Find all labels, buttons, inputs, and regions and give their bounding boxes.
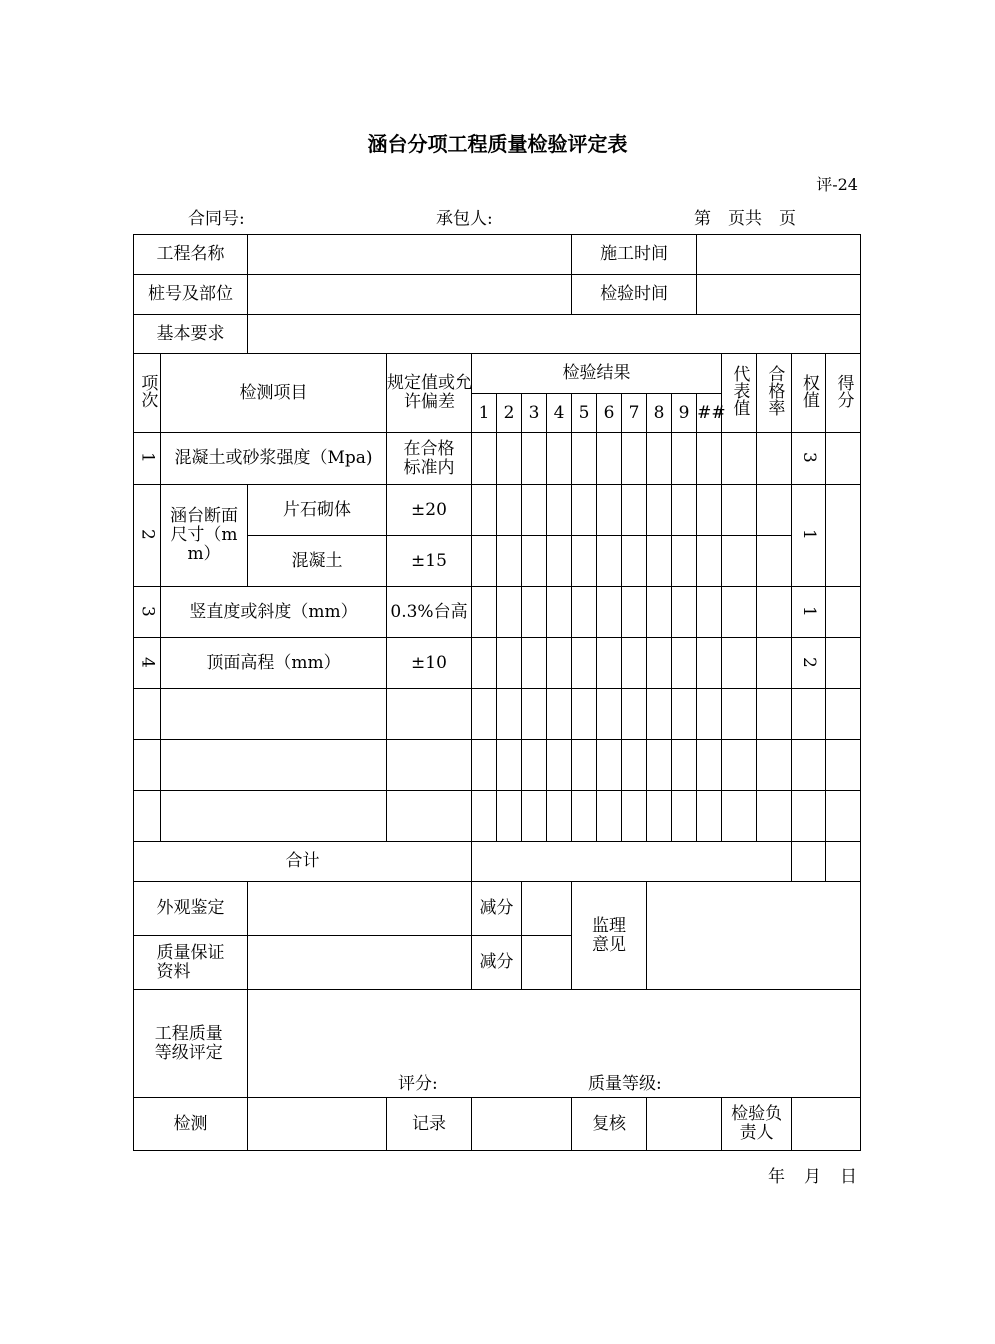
pass-rate-cell[interactable]	[757, 536, 792, 587]
row-3-weight: 1	[792, 587, 826, 638]
record-field[interactable]	[472, 1098, 572, 1151]
result-cell[interactable]	[672, 587, 697, 638]
result-cell[interactable]	[472, 587, 497, 638]
grade-field[interactable]	[248, 990, 861, 1098]
result-cell[interactable]	[472, 638, 497, 689]
result-cell[interactable]	[547, 638, 572, 689]
representative-cell[interactable]	[722, 536, 757, 587]
appearance-deduct-field[interactable]	[522, 882, 572, 936]
inspect-field[interactable]	[248, 1098, 387, 1151]
appearance-label: 外观鉴定	[134, 882, 248, 936]
result-no: ##	[697, 394, 722, 433]
row-4-spec: ±10	[387, 638, 472, 689]
result-cell[interactable]	[622, 587, 647, 638]
result-cell[interactable]	[472, 433, 497, 485]
score-cell[interactable]	[826, 485, 861, 587]
spec-header: 规定值或允许偏差	[387, 354, 472, 433]
station-label: 桩号及部位	[134, 275, 248, 315]
row-3-spec: 0.3%台高	[387, 587, 472, 638]
result-no: 9	[672, 394, 697, 433]
quality-docs-field[interactable]	[248, 936, 472, 990]
result-no: 2	[497, 394, 522, 433]
row-4-no: 4	[134, 638, 161, 689]
quality-docs-deduct-field[interactable]	[522, 936, 572, 990]
supervisor-label: 监理意见	[572, 882, 647, 990]
result-cell[interactable]	[572, 485, 597, 536]
quality-grade-label: 质量等级:	[588, 1074, 662, 1095]
result-cell[interactable]	[697, 536, 722, 587]
row-4-item: 顶面高程（mm）	[161, 638, 387, 689]
appearance-field[interactable]	[248, 882, 472, 936]
form-code: 评-24	[816, 175, 858, 194]
result-cell[interactable]	[572, 587, 597, 638]
representative-cell[interactable]	[722, 638, 757, 689]
pass-rate-cell[interactable]	[757, 485, 792, 536]
inspect-label: 检测	[134, 1098, 248, 1151]
weight-header: 权值	[792, 354, 826, 433]
result-no: 7	[622, 394, 647, 433]
result-cell[interactable]	[597, 587, 622, 638]
result-cell[interactable]	[697, 638, 722, 689]
responsible-label: 检验负责人	[722, 1098, 792, 1151]
result-cell[interactable]	[647, 638, 672, 689]
result-cell[interactable]	[622, 536, 647, 587]
result-cell[interactable]	[597, 485, 622, 536]
result-cell[interactable]	[497, 433, 522, 485]
contractor-label: 承包人:	[436, 209, 493, 229]
representative-header: 代表值	[722, 354, 757, 433]
total-weight[interactable]	[792, 842, 826, 882]
result-cell[interactable]	[597, 536, 622, 587]
result-cell[interactable]	[597, 638, 622, 689]
row-2-spec-1: ±20	[387, 485, 472, 536]
result-cell[interactable]	[572, 433, 597, 485]
result-cell[interactable]	[547, 536, 572, 587]
contract-no-label: 合同号:	[188, 209, 245, 229]
score-label: 评分:	[398, 1074, 438, 1095]
result-no: 8	[647, 394, 672, 433]
station-field[interactable]	[248, 275, 572, 315]
result-cell[interactable]	[497, 485, 522, 536]
record-label: 记录	[387, 1098, 472, 1151]
inspection-item-header: 检测项目	[161, 354, 387, 433]
result-cell[interactable]	[522, 536, 547, 587]
construction-time-label: 施工时间	[572, 235, 697, 275]
result-cell[interactable]	[522, 433, 547, 485]
project-name-label: 工程名称	[134, 235, 248, 275]
result-cell[interactable]	[522, 485, 547, 536]
inspection-form-table	[133, 234, 861, 1151]
result-cell[interactable]	[472, 485, 497, 536]
row-1-weight: 3	[792, 433, 826, 485]
pass-rate-cell[interactable]	[757, 587, 792, 638]
result-cell[interactable]	[622, 433, 647, 485]
result-cell[interactable]	[497, 587, 522, 638]
result-cell[interactable]	[697, 485, 722, 536]
result-cell[interactable]	[647, 536, 672, 587]
result-no: 1	[472, 394, 497, 433]
inspection-time-label: 检验时间	[572, 275, 697, 315]
basic-requirements-label: 基本要求	[134, 315, 248, 354]
result-cell[interactable]	[622, 638, 647, 689]
total-score[interactable]	[826, 842, 861, 882]
result-cell[interactable]	[547, 485, 572, 536]
appearance-deduct-label: 减分	[472, 882, 522, 936]
result-cell[interactable]	[497, 638, 522, 689]
result-cell[interactable]	[547, 433, 572, 485]
row-3-no: 3	[134, 587, 161, 638]
row-2-sub-2: 混凝土	[248, 536, 387, 587]
row-1-item: 混凝土或砂浆强度（Mpa)	[161, 433, 387, 485]
row-3-item: 竖直度或斜度（mm）	[161, 587, 387, 638]
empty-row	[134, 689, 861, 740]
inspection-time-field[interactable]	[697, 275, 861, 315]
result-cell[interactable]	[647, 587, 672, 638]
project-name-field[interactable]	[248, 235, 572, 275]
page-number-label: 第 页共 页	[694, 209, 796, 229]
pass-rate-cell[interactable]	[757, 638, 792, 689]
result-no: 6	[597, 394, 622, 433]
quality-docs-deduct-label: 减分	[472, 936, 522, 990]
result-cell[interactable]	[497, 536, 522, 587]
row-1-spec: 在合格标准内	[387, 433, 472, 485]
basic-requirements-field[interactable]	[248, 315, 861, 354]
results-header: 检验结果	[472, 354, 722, 394]
result-cell[interactable]	[697, 433, 722, 485]
result-no: 4	[547, 394, 572, 433]
supervisor-field[interactable]	[647, 882, 861, 990]
score-cell[interactable]	[826, 587, 861, 638]
result-cell[interactable]	[672, 536, 697, 587]
responsible-field[interactable]	[792, 1098, 861, 1151]
total-field[interactable]	[472, 842, 792, 882]
construction-time-field[interactable]	[697, 235, 861, 275]
row-1-no: 1	[134, 433, 161, 485]
representative-cell[interactable]	[722, 433, 757, 485]
result-cell[interactable]	[672, 638, 697, 689]
quality-docs-label: 质量保证资料	[134, 936, 248, 990]
result-no: 5	[572, 394, 597, 433]
row-2-spec-2: ±15	[387, 536, 472, 587]
result-cell[interactable]	[597, 433, 622, 485]
pass-rate-cell[interactable]	[757, 433, 792, 485]
score-header: 得分	[826, 354, 861, 433]
representative-cell[interactable]	[722, 587, 757, 638]
result-cell[interactable]	[697, 587, 722, 638]
pass-rate-header: 合格率	[757, 354, 792, 433]
result-no: 3	[522, 394, 547, 433]
result-cell[interactable]	[622, 485, 647, 536]
row-2-item: 涵台断面尺寸（mm）	[161, 485, 248, 587]
item-no-header: 项次	[134, 354, 161, 433]
result-cell[interactable]	[647, 485, 672, 536]
result-cell[interactable]	[672, 485, 697, 536]
total-label: 合计	[134, 842, 472, 882]
row-2-no: 2	[134, 485, 161, 587]
form-title: 涵台分项工程质量检验评定表	[367, 132, 628, 156]
score-cell[interactable]	[826, 638, 861, 689]
date-line: 年 月 日	[768, 1167, 858, 1187]
row-2-sub-1: 片石砌体	[248, 485, 387, 536]
row-4-weight: 2	[792, 638, 826, 689]
result-cell[interactable]	[647, 433, 672, 485]
result-cell[interactable]	[572, 638, 597, 689]
empty-row	[134, 791, 861, 842]
review-label: 复核	[572, 1098, 647, 1151]
result-cell[interactable]	[672, 433, 697, 485]
grade-label: 工程质量等级评定	[134, 990, 248, 1098]
score-cell[interactable]	[826, 433, 861, 485]
empty-row	[134, 740, 861, 791]
result-cell[interactable]	[522, 638, 547, 689]
review-field[interactable]	[647, 1098, 722, 1151]
result-cell[interactable]	[547, 587, 572, 638]
result-cell[interactable]	[522, 587, 547, 638]
result-cell[interactable]	[572, 536, 597, 587]
result-cell[interactable]	[472, 536, 497, 587]
representative-cell[interactable]	[722, 485, 757, 536]
row-2-weight: 1	[792, 485, 826, 587]
